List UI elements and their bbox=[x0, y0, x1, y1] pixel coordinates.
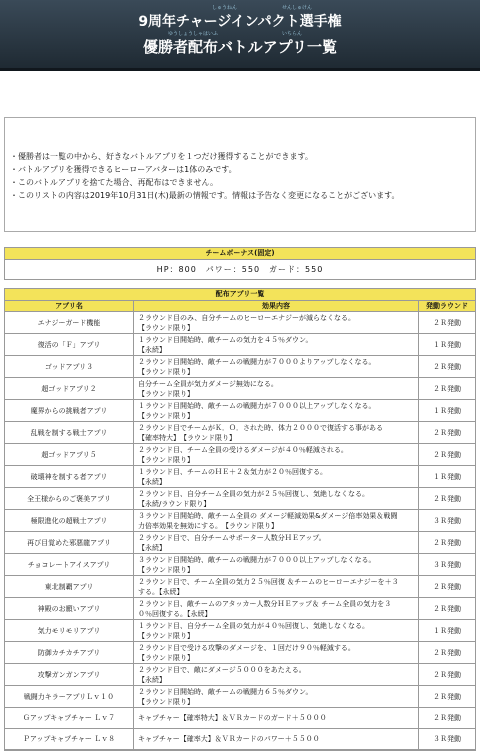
table-row bbox=[5, 510, 475, 532]
column-header-round: 発動ラウンド bbox=[426, 302, 468, 310]
effect-cell bbox=[134, 334, 419, 355]
effect-cell bbox=[134, 400, 419, 421]
effect-cell bbox=[134, 576, 419, 597]
effect-cell bbox=[134, 642, 419, 663]
app-name-cell: 防御カチカチアプリ bbox=[5, 642, 134, 663]
effect-cell bbox=[134, 708, 419, 728]
app-name-cell: 再び目覚めた邪悪龍アプリ bbox=[5, 532, 134, 553]
table-row bbox=[5, 312, 475, 334]
round-cell: １Ｒ発動 bbox=[433, 406, 461, 415]
column-header-effect: 効果内容 bbox=[134, 301, 419, 311]
effect-cell bbox=[134, 444, 419, 465]
round-cell: ２Ｒ発動 bbox=[433, 362, 461, 371]
app-name-cell: 全王様からのご褒美アプリ bbox=[5, 488, 134, 509]
round-cell: ３Ｒ発動 bbox=[433, 735, 461, 743]
effect-line: １ラウンド目開始時、敵チームの戦闘力が７０００以上アップしなくなる。 bbox=[138, 402, 376, 410]
table-row bbox=[5, 708, 475, 729]
effect-cell bbox=[134, 664, 419, 685]
team-bonus-values: HP：800 パワー：550 ガード：550 bbox=[156, 265, 324, 274]
ruby-text: せんしゅけん bbox=[282, 5, 313, 11]
app-name-cell: 攻撃ガンガンアプリ bbox=[5, 664, 134, 685]
round-cell: ２Ｒ発動 bbox=[433, 450, 461, 459]
round-cell: ２Ｒ発動 bbox=[433, 670, 461, 679]
round-cell: ３Ｒ発動 bbox=[433, 516, 461, 525]
effect-cell bbox=[134, 510, 419, 531]
effect-line: １ラウンド目、チームのＨＥ＋２＆気力が２０％回復する。 bbox=[138, 468, 327, 476]
page-header bbox=[0, 0, 480, 71]
app-name-cell: Ｇアップキャプチャー Ｌｖ７ bbox=[5, 708, 134, 728]
round-cell: ２Ｒ発動 bbox=[433, 604, 461, 613]
app-name-cell: 神殿のお願いアプリ bbox=[5, 598, 134, 619]
table-row bbox=[5, 334, 475, 356]
notice-line: ・このバトルアプリを捨てた場合、再配布はできません。 bbox=[10, 178, 218, 187]
effect-line: ２ラウンド目でチームがＫ．Ｏ．された時、体力２０００で復活する事がある bbox=[138, 424, 383, 432]
table-row bbox=[5, 620, 475, 642]
effect-cell bbox=[134, 422, 419, 443]
app-name-cell: エナジーガード機能 bbox=[5, 312, 134, 333]
effect-cell bbox=[134, 729, 419, 749]
app-name-cell: Ｐアップキャプチャー Ｌｖ８ bbox=[5, 729, 134, 749]
round-cell: ２Ｒ発動 bbox=[433, 318, 461, 327]
distribution-heading: 配布アプリ一覧 bbox=[5, 289, 475, 301]
table-row bbox=[5, 444, 475, 466]
effect-line: する。【永続】 bbox=[138, 588, 184, 596]
app-name-cell: チョコレートアイスアプリ bbox=[5, 554, 134, 575]
effect-line: 【永続】 bbox=[138, 544, 166, 552]
effect-line: ２ラウンド目、自分チーム全員の気力が２５％回復し、気絶しなくなる。 bbox=[138, 490, 369, 498]
effect-line: ２ラウンド目開始時、敵チームの戦闘力６５％ダウン。 bbox=[138, 688, 313, 696]
table-row bbox=[5, 576, 475, 598]
effect-cell bbox=[134, 554, 419, 575]
notice-box bbox=[4, 117, 476, 232]
round-cell: ２Ｒ発動 bbox=[433, 428, 461, 437]
page-title: 9周年チャージインパクト選手権 bbox=[138, 14, 342, 30]
table-row bbox=[5, 466, 475, 488]
app-name-cell: 魔界からの挑戦者アプリ bbox=[5, 400, 134, 421]
effect-line: 【ラウンド限り】 bbox=[138, 456, 194, 464]
effect-line: 【永続/ラウンド限り】 bbox=[138, 500, 211, 508]
notice-line: ・このリストの内容は2019年10月31日(木)最新の情報です。情報は予告なく変更になることがございます。 bbox=[10, 191, 400, 200]
effect-line: 【ラウンド限り】 bbox=[138, 412, 194, 420]
table-row bbox=[5, 686, 475, 708]
effect-line: ３ラウンド目開始時、敵チームの戦闘力が７０００以上アップしなくなる。 bbox=[138, 556, 376, 564]
table-body bbox=[5, 312, 475, 750]
effect-cell bbox=[134, 686, 419, 707]
notice-line: ・バトルアプリを獲得できるヒーローアバターは1体のみです。 bbox=[10, 165, 237, 174]
column-header-name: アプリ名 bbox=[5, 301, 134, 311]
round-cell: ２Ｒ発動 bbox=[433, 538, 461, 547]
round-cell: ２Ｒ発動 bbox=[433, 582, 461, 591]
round-cell: ２Ｒ発動 bbox=[433, 648, 461, 657]
effect-cell bbox=[134, 532, 419, 553]
effect-line: 【永続】 bbox=[138, 346, 166, 354]
ruby-text: ゆうしょうしゃはいふ bbox=[168, 31, 219, 37]
distribution-table bbox=[4, 288, 476, 751]
app-name-cell: 東北制覇アプリ bbox=[5, 576, 134, 597]
app-name-cell: ゴッドアプリ３ bbox=[5, 356, 134, 377]
app-name-cell: 乱戦を制する戦士アプリ bbox=[5, 422, 134, 443]
effect-line: 【確率特大】 【ラウンド限り】 bbox=[138, 434, 236, 442]
table-row bbox=[5, 554, 475, 576]
round-cell: １Ｒ発動 bbox=[433, 472, 461, 481]
table-row bbox=[5, 378, 475, 400]
table-row bbox=[5, 400, 475, 422]
effect-cell bbox=[134, 466, 419, 487]
effect-line: 【ラウンド限り】 bbox=[138, 632, 194, 640]
effect-line: ０％回復する。【永続】 bbox=[138, 610, 212, 618]
effect-line: ３ラウンド目開始時、敵チーム全員の ダメージ軽減効果&ダメージ倍率効果＆戦闘 bbox=[138, 512, 398, 520]
round-cell: ２Ｒ発動 bbox=[433, 384, 461, 393]
effect-line: １ラウンド目、自分チーム全員の気力が４０％回復し、気絶しなくなる。 bbox=[138, 622, 369, 630]
effect-line: キャプチャー【確率特大】＆ＶＲカードのガード＋５０００ bbox=[138, 714, 327, 722]
round-cell: ２Ｒ発動 bbox=[433, 714, 461, 722]
effect-line: 力倍率効果を無効にする。 【ラウンド限り】 bbox=[138, 522, 278, 530]
round-cell: １Ｒ発動 bbox=[433, 340, 461, 349]
table-row bbox=[5, 488, 475, 510]
effect-cell bbox=[134, 356, 419, 377]
effect-line: 【永続】 bbox=[138, 676, 166, 684]
effect-cell bbox=[134, 620, 419, 641]
effect-cell bbox=[134, 378, 419, 399]
effect-cell bbox=[134, 312, 419, 333]
app-name-cell: 復活の「Ｆ」アプリ bbox=[5, 334, 134, 355]
app-name-cell: 破壊神を制する者アプリ bbox=[5, 466, 134, 487]
effect-line: ２ラウンド目、敵チームのアタッカー人数分ＨＥアップ＆ チーム全員の気力を３ bbox=[138, 600, 392, 608]
effect-line: ２ラウンド目で、自分チームサポーター人数分ＨＥアップ。 bbox=[138, 534, 326, 542]
app-name-cell: 気力モリモリアプリ bbox=[5, 620, 134, 641]
app-name-cell: 超ゴッドアプリ５ bbox=[5, 444, 134, 465]
effect-line: 【ラウンド限り】 bbox=[138, 698, 194, 706]
effect-line: 自分チーム全員が気力ダメージ無効になる。 bbox=[138, 380, 278, 388]
table-row bbox=[5, 422, 475, 444]
effect-line: ２ラウンド目、チーム全員の受けるダメージが４０％軽減される。 bbox=[138, 446, 348, 454]
effect-line: ２ラウンド目で受ける攻撃のダメージを、１回だけ９０％軽減する。 bbox=[138, 644, 355, 652]
round-cell: ２Ｒ発動 bbox=[433, 494, 461, 503]
table-row bbox=[5, 598, 475, 620]
round-cell: ２Ｒ発動 bbox=[433, 692, 461, 701]
round-cell: ３Ｒ発動 bbox=[433, 560, 461, 569]
table-row bbox=[5, 664, 475, 686]
effect-line: 【ラウンド限り】 bbox=[138, 654, 194, 662]
notice-line: ・優勝者は一覧の中から、好きなバトルアプリを１つだけ獲得することができます。 bbox=[10, 152, 313, 161]
app-name-cell: 極限進化の超戦士アプリ bbox=[5, 510, 134, 531]
effect-line: ２ラウンド目開始時、敵チームの戦闘力が７０００よりアップしなくなる。 bbox=[138, 358, 376, 366]
effect-line: ２ラウンド目で、チーム全員の気力２５％回復 ＆チームのヒーローエナジーを＋３ bbox=[138, 578, 399, 586]
effect-line: 【ラウンド限り】 bbox=[138, 390, 194, 398]
page-subtitle: 優勝者配布バトルアプリ一覧 bbox=[142, 38, 338, 56]
effect-cell bbox=[134, 488, 419, 509]
effect-cell bbox=[134, 598, 419, 619]
table-row bbox=[5, 356, 475, 378]
app-name-cell: 超ゴッドアプリ２ bbox=[5, 378, 134, 399]
effect-line: 【ラウンド限り】 bbox=[138, 324, 194, 332]
table-row bbox=[5, 729, 475, 750]
team-bonus-heading: チームボーナス(固定) bbox=[5, 248, 475, 260]
effect-line: キャプチャー【確率大】＆ＶＲカードのパワー＋５５００ bbox=[138, 735, 320, 743]
table-header-row bbox=[5, 301, 475, 312]
notice-list bbox=[10, 150, 400, 202]
effect-line: ２ラウンド目のみ、自分チームのヒーローエナジーが減らなくなる。 bbox=[138, 314, 355, 322]
effect-line: 【ラウンド限り】 bbox=[138, 566, 194, 574]
effect-line: 【永続】 bbox=[138, 478, 166, 486]
effect-line: ２ラウンド目で、敵にダメージ５０００をあたえる。 bbox=[138, 666, 306, 674]
table-row bbox=[5, 642, 475, 664]
round-cell: １Ｒ発動 bbox=[433, 626, 461, 635]
table-row bbox=[5, 532, 475, 554]
effect-line: １ラウンド目開始時、敵チームの気力を４５％ダウン。 bbox=[138, 336, 313, 344]
team-bonus-table bbox=[4, 247, 476, 280]
app-name-cell: 戦闘力キラーアプリＬｖ１０ bbox=[5, 686, 134, 707]
ruby-text: いちらん bbox=[282, 31, 303, 37]
effect-line: 【ラウンド限り】 bbox=[138, 368, 194, 376]
ruby-text: しゅうねん bbox=[212, 5, 238, 11]
